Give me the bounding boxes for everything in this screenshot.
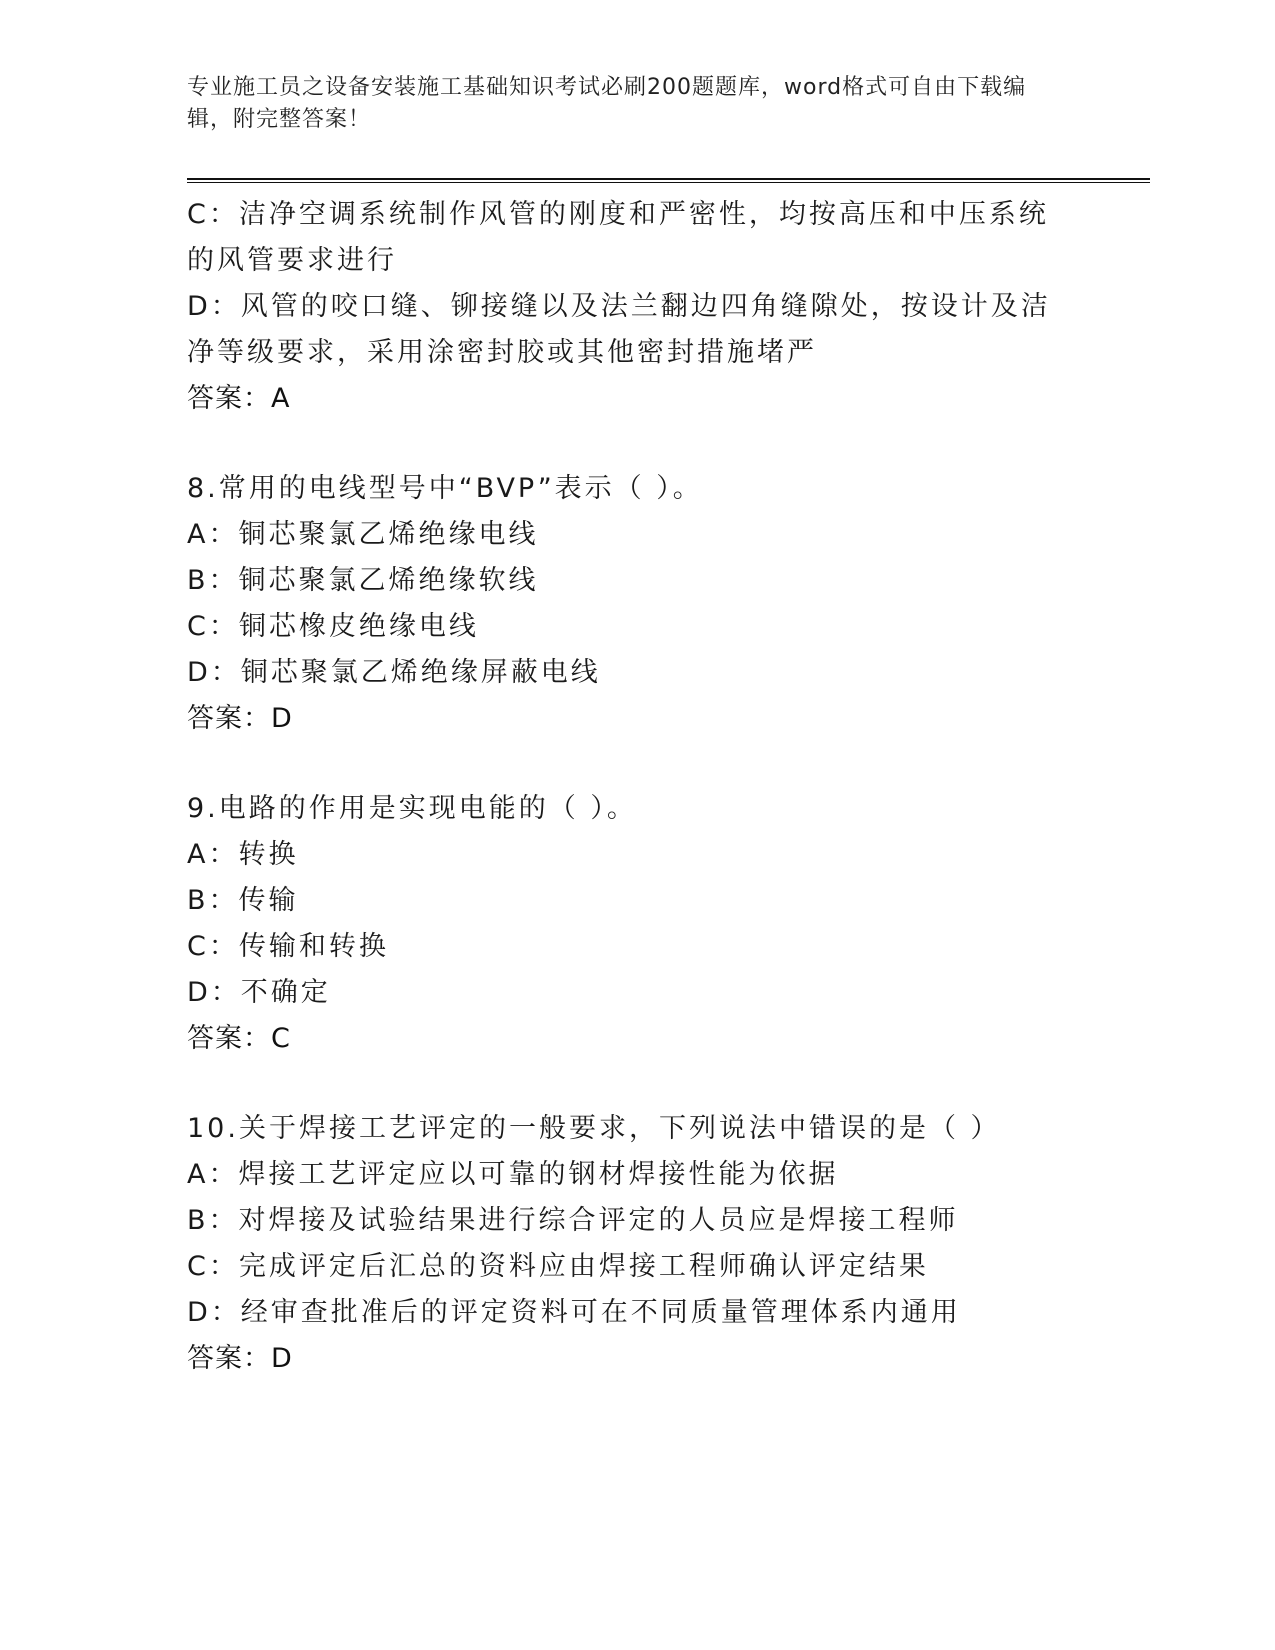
question-stem: 8.常用的电线型号中“BVP”表示（ ）。 <box>187 473 703 504</box>
option-d: D：铜芯聚氯乙烯绝缘屏蔽电线 <box>187 657 601 688</box>
question-stem: 10.关于焊接工艺评定的一般要求，下列说法中错误的是（ ） <box>187 1113 1001 1144</box>
answer: 答案：D <box>187 703 293 734</box>
option-d: D：不确定 <box>187 977 331 1008</box>
question-10 <box>187 1106 1087 1382</box>
question-8 <box>187 466 1087 742</box>
option-a: A：转换 <box>187 839 299 870</box>
spacer <box>187 742 1087 786</box>
document-header-title: 专业施工员之设备安装施工基础知识考试必刷200题题库，word格式可自由下载编辑，附完整答案！ <box>187 75 1027 132</box>
header-divider <box>187 178 1150 183</box>
spacer <box>187 1062 1087 1106</box>
option-d: D：经审查批准后的评定资料可在不同质量管理体系内通用 <box>187 1297 961 1328</box>
question-list <box>187 192 1087 1382</box>
option-b: B：传输 <box>187 885 299 916</box>
option-a: A：铜芯聚氯乙烯绝缘电线 <box>187 519 539 550</box>
option-c: C：完成评定后汇总的资料应由焊接工程师确认评定结果 <box>187 1251 929 1282</box>
option-a: A：焊接工艺评定应以可靠的钢材焊接性能为依据 <box>187 1159 839 1190</box>
option-d: D：风管的咬口缝、铆接缝以及法兰翻边四角缝隙处，按设计及洁净等级要求，采用涂密封胶或其他密封措施堵严 <box>187 291 1051 368</box>
answer: 答案：C <box>187 1023 291 1054</box>
answer: 答案：D <box>187 1343 293 1374</box>
question-stem: 9.电路的作用是实现电能的（ ）。 <box>187 793 637 824</box>
option-c: C：传输和转换 <box>187 931 389 962</box>
option-c: C：洁净空调系统制作风管的刚度和严密性，均按高压和中压系统的风管要求进行 <box>187 199 1049 276</box>
option-b: B：对焊接及试验结果进行综合评定的人员应是焊接工程师 <box>187 1205 959 1236</box>
question-9 <box>187 786 1087 1062</box>
question-7-continued <box>187 192 1087 422</box>
answer: 答案：A <box>187 383 291 414</box>
option-c: C：铜芯橡皮绝缘电线 <box>187 611 479 642</box>
option-b: B：铜芯聚氯乙烯绝缘软线 <box>187 565 539 596</box>
spacer <box>187 422 1087 466</box>
